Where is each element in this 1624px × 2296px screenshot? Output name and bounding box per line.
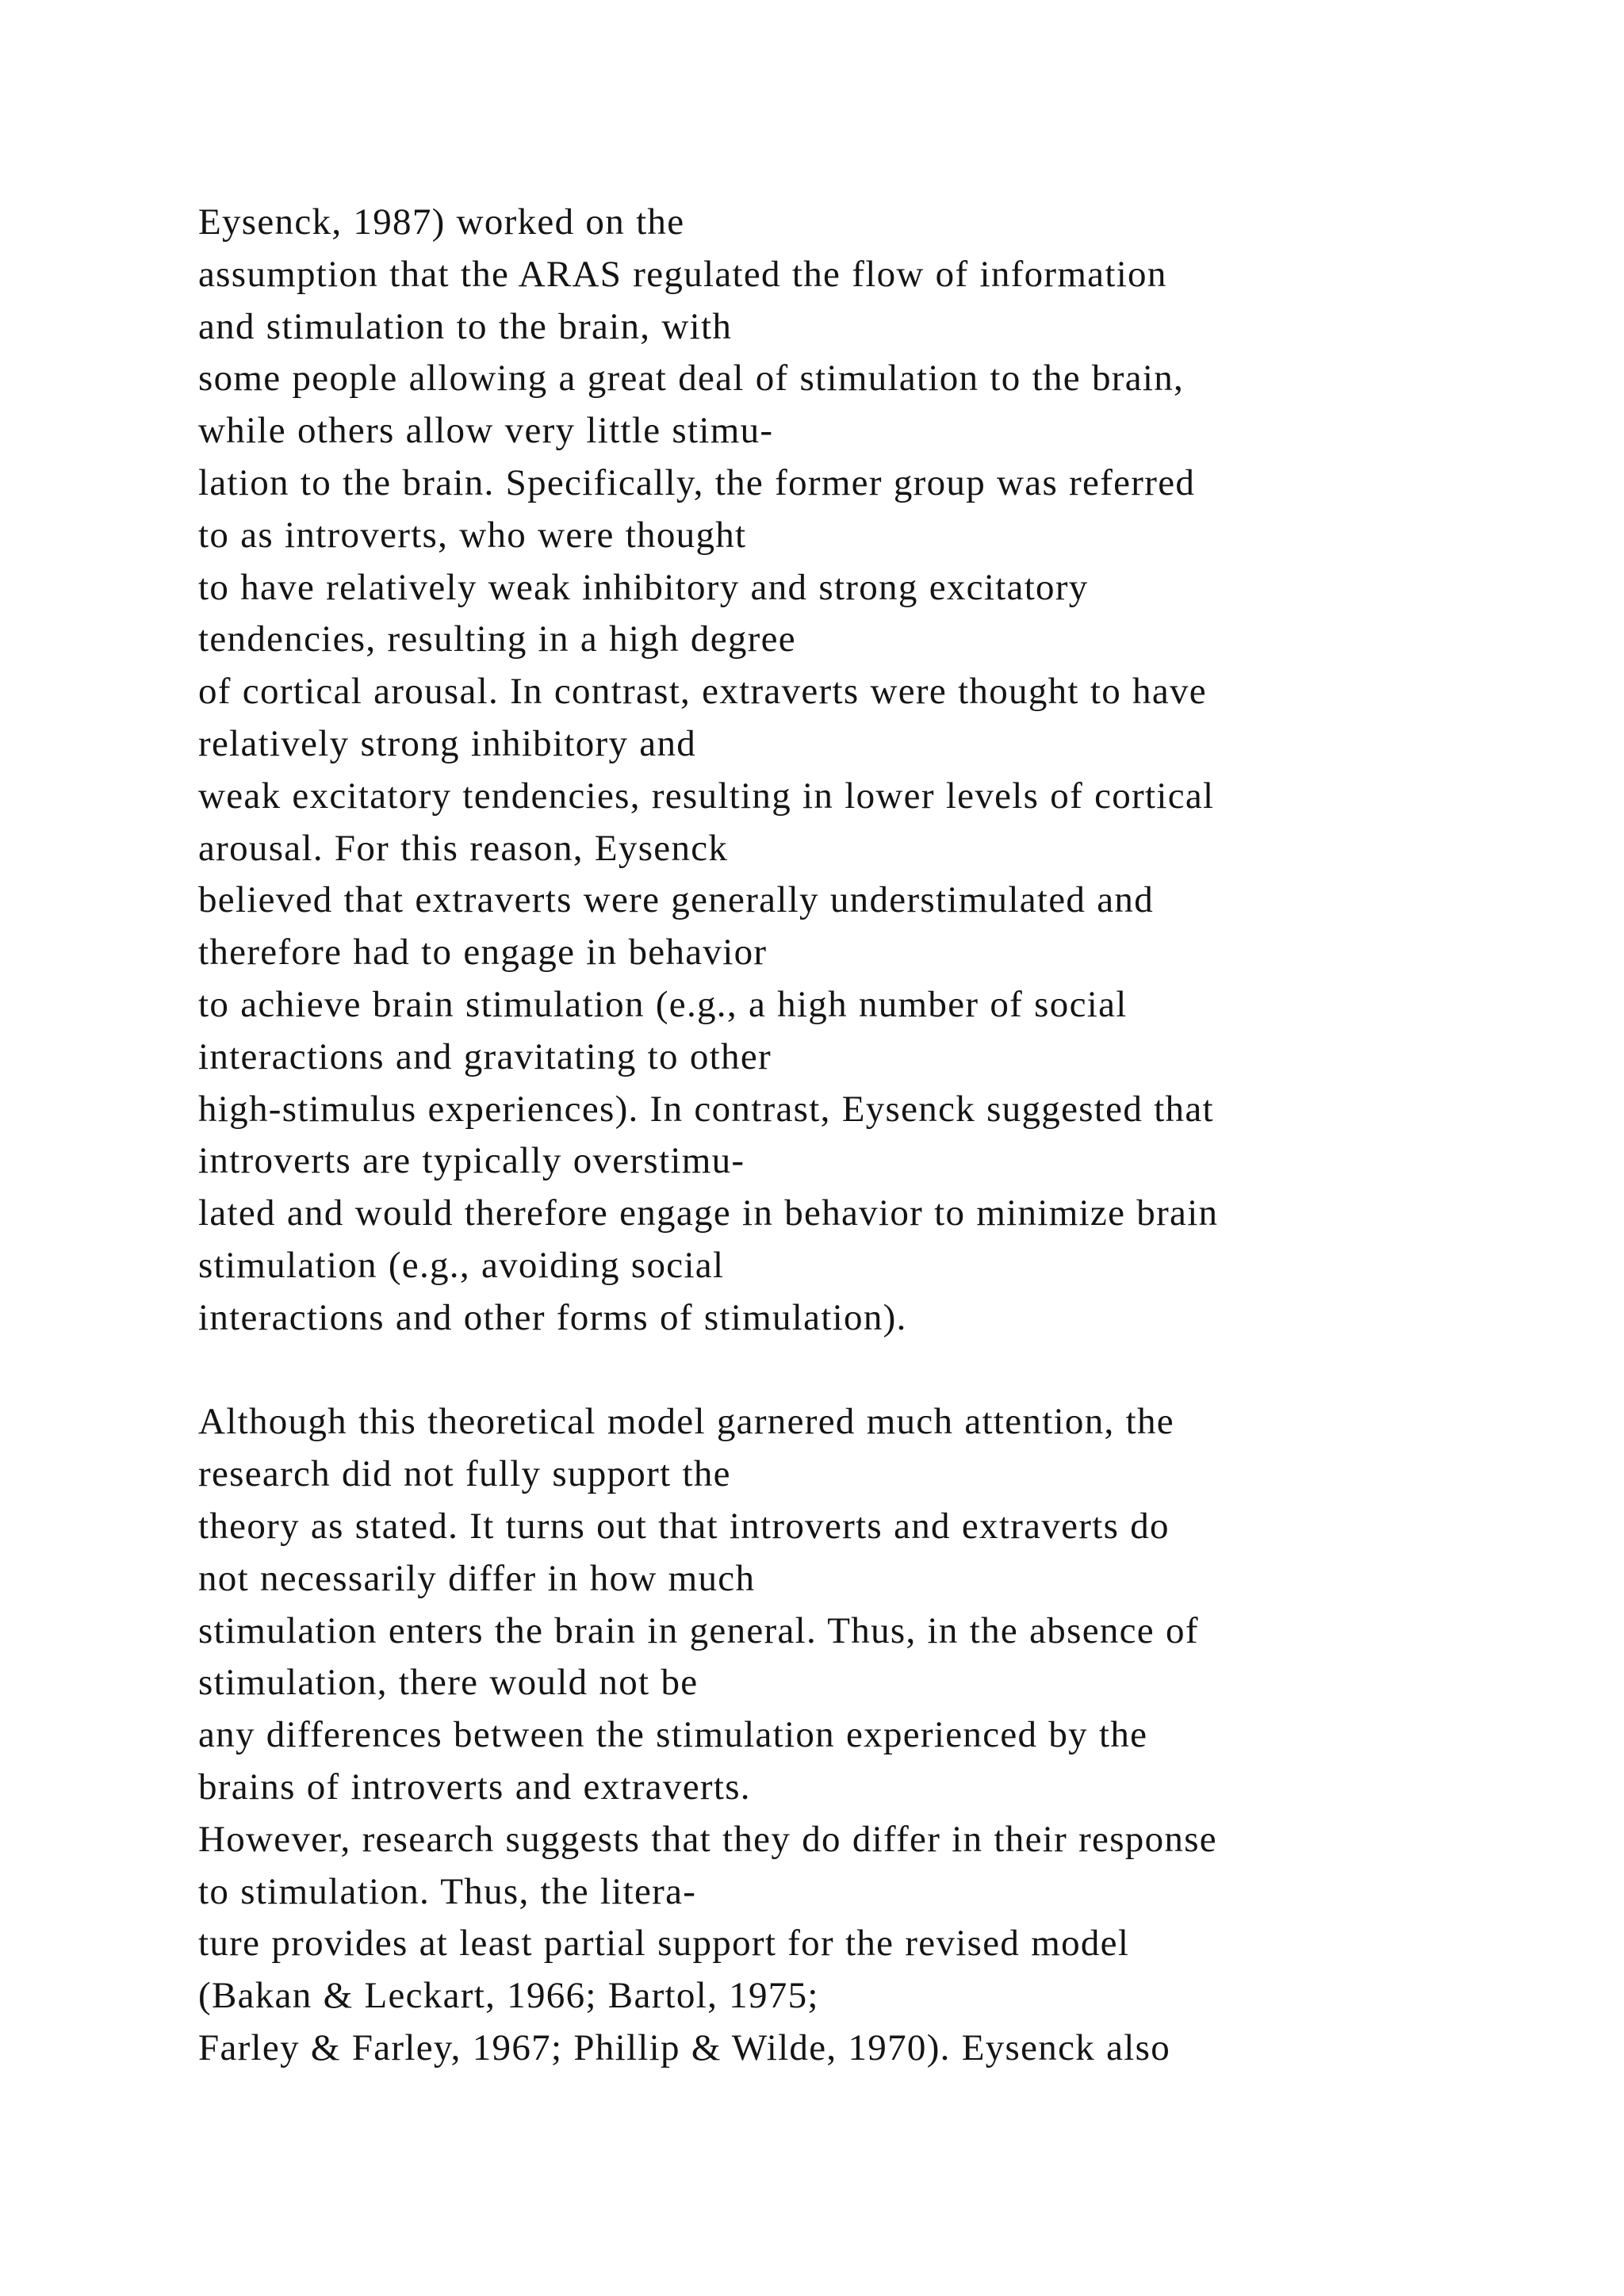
body-text xyxy=(198,197,1546,2075)
text-line: theory as stated. It turns out that introverts and extraverts do xyxy=(198,1505,1170,1547)
text-line: high-stimulus experiences). In contrast, Eysenck suggested that xyxy=(198,1088,1214,1130)
text-line: tendencies, resulting in a high degree xyxy=(198,618,796,660)
text-line: weak excitatory tendencies, resulting in lower levels of cortical xyxy=(198,775,1215,817)
text-line: lated and would therefore engage in behavior to minimize brain xyxy=(198,1192,1219,1234)
paragraph xyxy=(198,1396,1546,2074)
paragraph xyxy=(198,197,1546,1345)
text-line: Although this theoretical model garnered much attention, the xyxy=(198,1401,1174,1443)
text-line: interactions and gravitating to other xyxy=(198,1035,772,1077)
text-line: and stimulation to the brain, with xyxy=(198,305,733,347)
text-line: stimulation (e.g., avoiding social xyxy=(198,1244,725,1286)
text-line: to achieve brain stimulation (e.g., a high number of social xyxy=(198,983,1128,1025)
text-line: ture provides at least partial support for the revised model xyxy=(198,1923,1130,1965)
paragraph-spacer xyxy=(198,1345,1546,1397)
text-line: believed that extraverts were generally understimulated and xyxy=(198,879,1155,921)
text-line: any differences between the stimulation experienced by the xyxy=(198,1714,1148,1756)
text-line: therefore had to engage in behavior xyxy=(198,932,768,974)
text-line: Eysenck, 1987) worked on the xyxy=(198,201,685,243)
text-line: research did not fully support the xyxy=(198,1453,731,1495)
text-line: to stimulation. Thus, the litera- xyxy=(198,1870,697,1912)
text-line: (Bakan & Leckart, 1966; Bartol, 1975; xyxy=(198,1975,819,2017)
text-line: while others allow very little stimu- xyxy=(198,410,774,452)
text-line: to as introverts, who were thought xyxy=(198,514,747,556)
text-line: assumption that the ARAS regulated the flow of information xyxy=(198,253,1167,295)
text-line: not necessarily differ in how much xyxy=(198,1557,756,1599)
text-line: stimulation enters the brain in general. Thus, in the absence of xyxy=(198,1609,1199,1651)
text-line: to have relatively weak inhibitory and strong excitatory xyxy=(198,566,1089,608)
text-line: brains of introverts and extraverts. xyxy=(198,1766,751,1808)
text-line: lation to the brain. Specifically, the former group was referred xyxy=(198,461,1196,503)
text-line: arousal. For this reason, Eysenck xyxy=(198,827,729,869)
text-line: introverts are typically overstimu- xyxy=(198,1140,745,1182)
text-line: some people allowing a great deal of stimulation to the brain, xyxy=(198,358,1185,400)
text-line: of cortical arousal. In contrast, extraverts were thought to have xyxy=(198,671,1207,713)
text-line: interactions and other forms of stimulation). xyxy=(198,1296,907,1338)
text-line: stimulation, there would not be xyxy=(198,1662,699,1704)
text-line: However, research suggests that they do differ in their response xyxy=(198,1818,1217,1860)
text-line: relatively strong inhibitory and xyxy=(198,722,697,764)
text-line: Farley & Farley, 1967; Phillip & Wilde, 1970). Eysenck also xyxy=(198,2026,1171,2068)
